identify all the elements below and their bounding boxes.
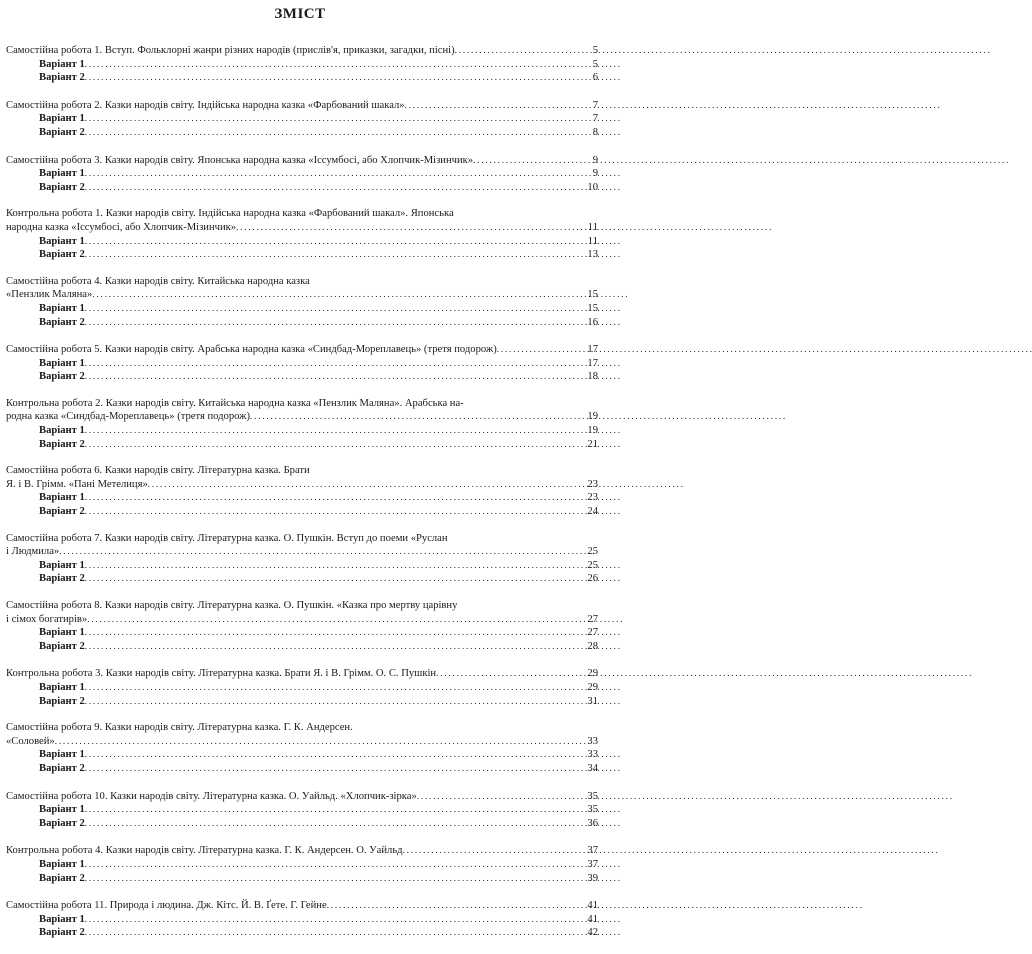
dot-leader <box>85 640 584 654</box>
dot-leader <box>85 762 584 776</box>
toc-variant-line[interactable] <box>6 913 598 927</box>
variant-label: Варіант 1 <box>39 302 85 314</box>
page-number: 18 <box>587 371 598 383</box>
dot-leader <box>497 343 584 357</box>
toc-variant-line[interactable] <box>6 872 598 886</box>
variant-label: Варіант 1 <box>39 235 85 247</box>
toc-entry-line[interactable] <box>6 613 598 627</box>
page-number: 41 <box>587 900 598 912</box>
toc-entry-line[interactable] <box>6 722 598 735</box>
page-number: 25 <box>587 559 598 571</box>
page-number: 10 <box>587 181 598 193</box>
page-number: 35 <box>587 804 598 816</box>
toc-section <box>6 154 598 195</box>
toc-variant-line[interactable] <box>6 491 598 505</box>
toc-entry-line[interactable] <box>6 844 598 858</box>
page-number: 37 <box>587 845 598 857</box>
dot-leader <box>405 99 584 113</box>
page-number: 23 <box>587 478 598 490</box>
toc-variant-line[interactable] <box>6 235 598 249</box>
page-number: 39 <box>587 872 598 884</box>
toc-entry-title: Самостійна робота 11. Природа і людина. Дж. Кітс. Й. В. Ґете. Г. Гейне <box>6 900 327 912</box>
variant-label: Варіант 1 <box>39 749 85 761</box>
dot-leader <box>85 316 584 330</box>
dot-leader <box>85 872 584 886</box>
page-number: 28 <box>587 640 598 652</box>
variant-label: Варіант 2 <box>39 72 85 84</box>
page-number: 37 <box>587 858 598 870</box>
toc-entry-line[interactable] <box>6 343 598 357</box>
toc-entry-line[interactable] <box>6 478 598 492</box>
page-number: 15 <box>587 302 598 314</box>
page-number: 35 <box>587 790 598 802</box>
toc-variant-line[interactable] <box>6 926 598 940</box>
toc-variant-line[interactable] <box>6 572 598 586</box>
page-number: 17 <box>587 344 598 356</box>
toc-variant-line[interactable] <box>6 71 598 85</box>
variant-label: Варіант 1 <box>39 627 85 639</box>
toc-entry-title: Самостійна робота 2. Казки народів світу. Індійська народна казка «Фарбований шакал» <box>6 99 405 111</box>
toc-variant-line[interactable] <box>6 370 598 384</box>
toc-entry-title: Самостійна робота 9. Казки народів світу. Літературна казка. Г. К. Андерсен. <box>6 722 353 734</box>
dot-leader <box>85 748 584 762</box>
toc-section <box>6 465 598 518</box>
dot-leader <box>85 491 584 505</box>
toc-entry-line[interactable] <box>6 398 598 411</box>
toc-variant-line[interactable] <box>6 505 598 519</box>
variant-label: Варіант 2 <box>39 872 85 884</box>
toc-variant-line[interactable] <box>6 302 598 316</box>
variant-label: Варіант 1 <box>39 357 85 369</box>
toc-variant-line[interactable] <box>6 424 598 438</box>
toc-section <box>6 398 598 451</box>
dot-leader <box>85 572 584 586</box>
toc-entry-title: родна казка «Синдбад-Мореплавець» (третя подорож) <box>6 411 251 423</box>
dot-leader <box>85 357 584 371</box>
page-number: 15 <box>587 289 598 301</box>
toc-entry-line[interactable] <box>6 545 598 559</box>
toc-entry-line[interactable] <box>6 899 598 913</box>
variant-label: Варіант 1 <box>39 58 85 70</box>
toc-section <box>6 722 598 775</box>
dot-leader <box>85 858 584 872</box>
page-number: 9 <box>592 168 598 180</box>
page-number: 33 <box>587 749 598 761</box>
toc-section <box>6 44 598 85</box>
dot-leader <box>85 926 584 940</box>
toc-entry-line[interactable] <box>6 410 598 424</box>
variant-label: Варіант 2 <box>39 762 85 774</box>
toc-entry-title: Самостійна робота 4. Казки народів світу. Китайська народна казка <box>6 275 310 287</box>
table-of-contents <box>6 44 598 954</box>
toc-entry-title: і сімох богатирів» <box>6 613 88 625</box>
toc-section <box>6 208 598 261</box>
page-number: 25 <box>587 546 598 558</box>
variant-label: Варіант 2 <box>39 438 85 450</box>
toc-section <box>6 99 598 140</box>
page-number: 7 <box>592 113 598 125</box>
dot-leader <box>85 58 584 72</box>
page-number: 5 <box>592 58 598 70</box>
toc-section <box>6 790 598 831</box>
page-number: 29 <box>587 668 598 680</box>
toc-entry-title: Контрольна робота 3. Казки народів світу. Літературна казка. Брати Я. і В. Грімм. О. С. Пушкін <box>6 668 437 680</box>
page-number: 19 <box>587 425 598 437</box>
page-number: 27 <box>587 627 598 639</box>
toc-entry-line[interactable] <box>6 208 598 221</box>
toc-entry-title: Самостійна робота 10. Казки народів світу. Літературна казка. О. Уайльд. «Хлопчик-зірка» <box>6 790 417 802</box>
dot-leader <box>85 559 584 573</box>
page-number: 36 <box>587 817 598 829</box>
dot-leader <box>417 790 584 804</box>
variant-label: Варіант 2 <box>39 249 85 261</box>
toc-entry-line[interactable] <box>6 276 598 289</box>
toc-variant-line[interactable] <box>6 640 598 654</box>
variant-label: Варіант 2 <box>39 126 85 138</box>
dot-leader <box>85 681 584 695</box>
dot-leader <box>85 235 584 249</box>
page-number: 41 <box>587 913 598 925</box>
page-number: 31 <box>587 695 598 707</box>
page-number: 8 <box>592 126 598 138</box>
toc-variant-line[interactable] <box>6 559 598 573</box>
page-number: 17 <box>587 357 598 369</box>
dot-leader <box>85 913 584 927</box>
dot-leader <box>85 817 584 831</box>
page-number: 13 <box>587 249 598 261</box>
toc-entry-line[interactable] <box>6 600 598 613</box>
toc-entry-line[interactable] <box>6 44 598 58</box>
toc-section <box>6 343 598 384</box>
variant-label: Варіант 1 <box>39 804 85 816</box>
dot-leader <box>85 438 584 452</box>
dot-leader <box>250 410 584 424</box>
dot-leader <box>236 221 584 235</box>
dot-leader <box>92 288 584 302</box>
dot-leader <box>85 695 584 709</box>
dot-leader <box>85 126 584 140</box>
dot-leader <box>59 545 584 559</box>
toc-variant-line[interactable] <box>6 681 598 695</box>
toc-section <box>6 667 598 708</box>
toc-entry-title: Самостійна робота 3. Казки народів світу. Японська народна казка «Іссумбосі, або Хлопчик-Мізинчик» <box>6 154 474 166</box>
dot-leader <box>436 667 584 681</box>
toc-entry-line[interactable] <box>6 154 598 168</box>
variant-label: Варіант 2 <box>39 371 85 383</box>
variant-label: Варіант 2 <box>39 316 85 328</box>
toc-variant-line[interactable] <box>6 817 598 831</box>
toc-entry-title: «Соловей» <box>6 735 55 747</box>
dot-leader <box>85 71 584 85</box>
toc-entry-title: Самостійна робота 6. Казки народів світу. Літературна казка. Брати <box>6 465 310 477</box>
toc-variant-line[interactable] <box>6 167 598 181</box>
toc-variant-line[interactable] <box>6 438 598 452</box>
variant-label: Варіант 2 <box>39 181 85 193</box>
dot-leader <box>85 424 584 438</box>
dot-leader <box>148 478 584 492</box>
toc-entry-line[interactable] <box>6 735 598 749</box>
page-number: 7 <box>592 99 598 111</box>
toc-entry-line[interactable] <box>6 465 598 478</box>
page-number: 19 <box>587 411 598 423</box>
page-number: 6 <box>592 72 598 84</box>
dot-leader <box>85 112 584 126</box>
variant-label: Варіант 1 <box>39 425 85 437</box>
toc-variant-line[interactable] <box>6 748 598 762</box>
variant-label: Варіант 2 <box>39 573 85 585</box>
toc-variant-line[interactable] <box>6 126 598 140</box>
page-number: 11 <box>587 221 598 233</box>
toc-entry-title: Контрольна робота 2. Казки народів світу. Китайська народна казка «Пензлик Маляна». Арабська на- <box>6 397 464 409</box>
page-title: ЗМІСТ <box>274 6 326 22</box>
variant-label: Варіант 1 <box>39 858 85 870</box>
toc-entry-title: «Пензлик Маляна» <box>6 289 93 301</box>
toc-entry-title: і Людмила» <box>6 546 60 558</box>
dot-leader <box>85 370 584 384</box>
toc-section <box>6 844 598 885</box>
toc-entry-line[interactable] <box>6 288 598 302</box>
dot-leader <box>85 626 584 640</box>
dot-leader <box>87 613 584 627</box>
toc-variant-line[interactable] <box>6 316 598 330</box>
dot-leader <box>85 302 584 316</box>
toc-variant-line[interactable] <box>6 695 598 709</box>
toc-variant-line[interactable] <box>6 762 598 776</box>
variant-label: Варіант 2 <box>39 817 85 829</box>
page-number: 23 <box>587 492 598 504</box>
toc-entry-title: Контрольна робота 4. Казки народів світу. Літературна казка. Г. К. Андерсен. О. Уайльд <box>6 845 403 857</box>
page-number: 5 <box>592 45 598 56</box>
variant-label: Варіант 1 <box>39 492 85 504</box>
toc-variant-line[interactable] <box>6 181 598 195</box>
toc-entry-line[interactable] <box>6 667 598 681</box>
page-number: 29 <box>587 681 598 693</box>
variant-label: Варіант 1 <box>39 681 85 693</box>
variant-label: Варіант 2 <box>39 506 85 518</box>
page-number: 26 <box>587 573 598 585</box>
toc-entry-title: Самостійна робота 5. Казки народів світу. Арабська народна казка «Синдбад-Мореплавець» (третя подорож) <box>6 344 497 356</box>
variant-label: Варіант 2 <box>39 927 85 939</box>
dot-leader <box>85 248 584 262</box>
dot-leader <box>403 844 584 858</box>
page-number: 34 <box>587 762 598 774</box>
dot-leader <box>55 735 584 749</box>
page-number: 16 <box>587 316 598 328</box>
toc-variant-line[interactable] <box>6 626 598 640</box>
variant-label: Варіант 2 <box>39 640 85 652</box>
dot-leader <box>455 44 584 58</box>
toc-entry-title: народна казка «Іссумбосі, або Хлопчик-Мізинчик» <box>6 221 237 233</box>
toc-entry-title: Самостійна робота 7. Казки народів світу. Літературна казка. О. Пушкін. Вступ до поеми «Руслан <box>6 532 448 544</box>
page-number: 24 <box>587 506 598 518</box>
toc-section <box>6 276 598 329</box>
toc-variant-line[interactable] <box>6 803 598 817</box>
toc-variant-line[interactable] <box>6 858 598 872</box>
toc-section <box>6 899 598 940</box>
page-number: 33 <box>587 735 598 747</box>
variant-label: Варіант 1 <box>39 559 85 571</box>
toc-entry-line[interactable] <box>6 99 598 113</box>
toc-variant-line[interactable] <box>6 112 598 126</box>
variant-label: Варіант 1 <box>39 113 85 125</box>
variant-label: Варіант 2 <box>39 695 85 707</box>
page-number: 27 <box>587 613 598 625</box>
page-number: 21 <box>587 438 598 450</box>
toc-variant-line[interactable] <box>6 248 598 262</box>
toc-entry-line[interactable] <box>6 221 598 235</box>
dot-leader <box>327 899 584 913</box>
dot-leader <box>85 181 584 195</box>
toc-entry-line[interactable] <box>6 533 598 546</box>
toc-section <box>6 533 598 586</box>
dot-leader <box>85 505 584 519</box>
toc-entry-title: Самостійна робота 1. Вступ. Фольклорні жанри різних народів (прислів'я, приказки, загадки, пісні) <box>6 45 455 56</box>
toc-variant-line[interactable] <box>6 58 598 72</box>
variant-label: Варіант 1 <box>39 168 85 180</box>
dot-leader <box>85 803 584 817</box>
variant-label: Варіант 1 <box>39 913 85 925</box>
dot-leader <box>85 167 584 181</box>
page-number: 9 <box>592 154 598 166</box>
toc-section <box>6 600 598 653</box>
toc-entry-line[interactable] <box>6 790 598 804</box>
toc-variant-line[interactable] <box>6 357 598 371</box>
toc-entry-title: Контрольна робота 1. Казки народів світу. Індійська народна казка «Фарбований шакал». Японська <box>6 208 454 220</box>
toc-entry-title: Самостійна робота 8. Казки народів світу. Літературна казка. О. Пушкін. «Казка про мертву царівну <box>6 600 458 611</box>
dot-leader <box>473 154 584 168</box>
page-number: 11 <box>587 235 598 247</box>
page-number: 42 <box>587 927 598 939</box>
toc-entry-title: Я. і В. Грімм. «Пані Метелиця» <box>6 478 148 490</box>
